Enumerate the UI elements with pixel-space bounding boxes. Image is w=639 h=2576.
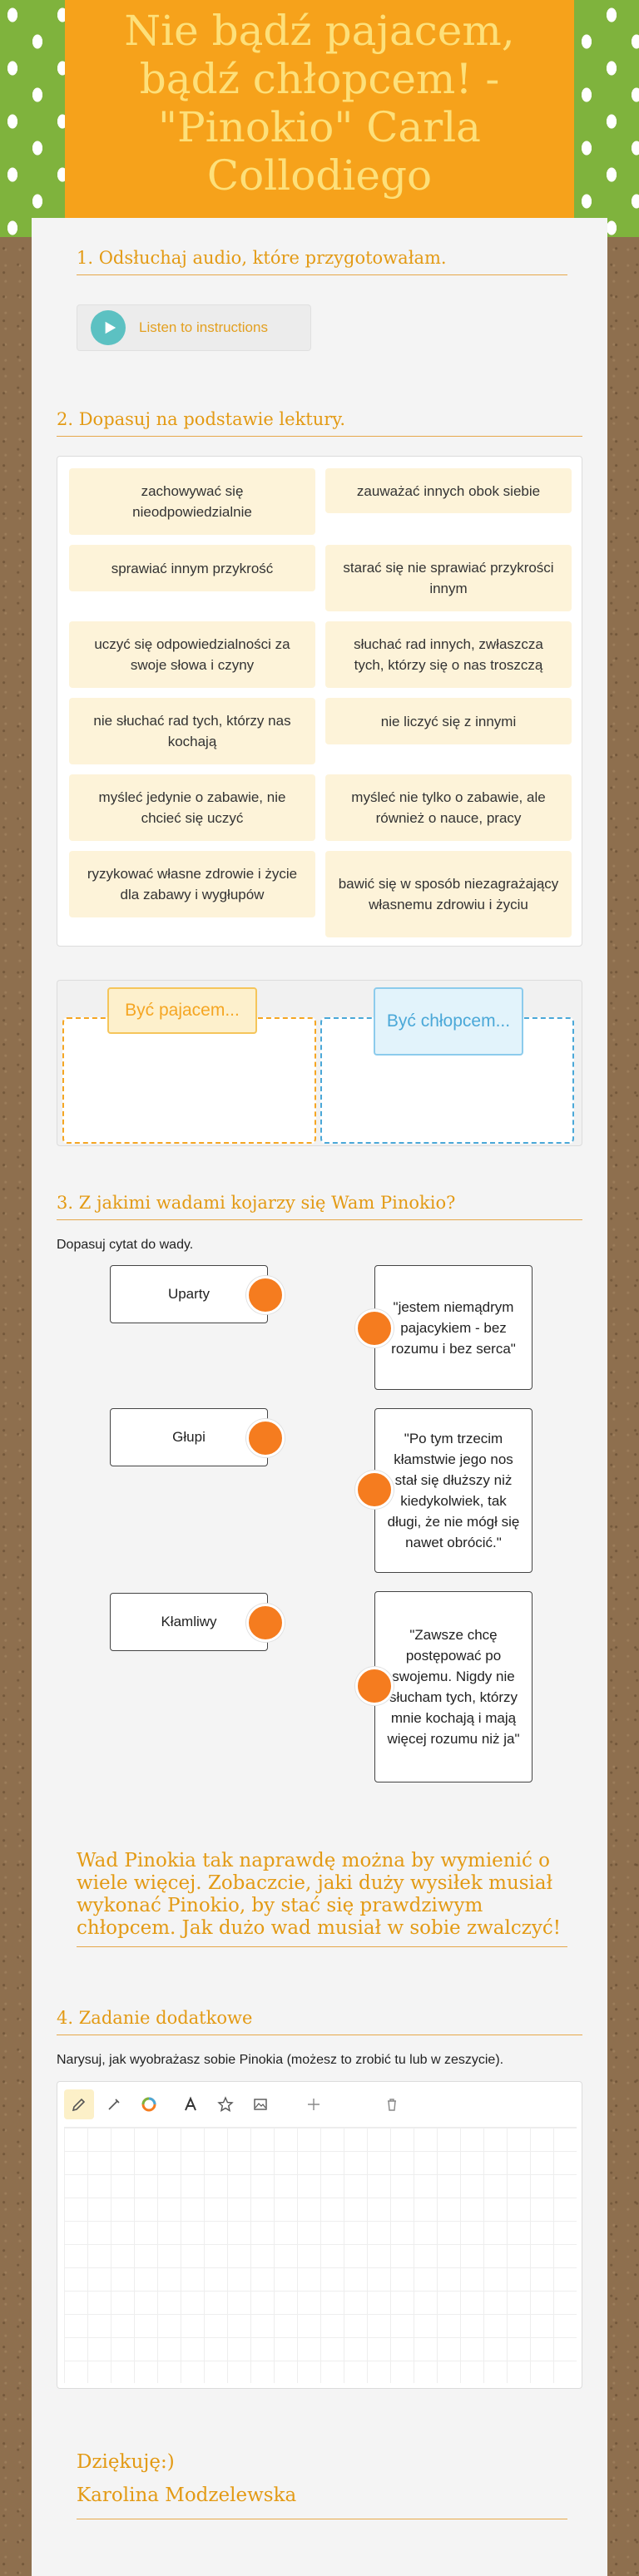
match-item[interactable]: myśleć jedynie o zabawie, nie chcieć się uczyć: [69, 774, 315, 841]
word-card[interactable]: Głupi: [110, 1408, 268, 1466]
match-item[interactable]: uczyć się odpowiedzialności za swoje słowa i czyny: [69, 621, 315, 688]
pencil-icon[interactable]: [64, 2089, 94, 2119]
connector-dot[interactable]: [355, 1309, 394, 1347]
connector-dot[interactable]: [246, 1604, 285, 1642]
word-card[interactable]: Kłamliwy: [110, 1593, 268, 1651]
match-item[interactable]: nie słuchać rad tych, którzy nas kochają: [69, 698, 315, 764]
connector-dot[interactable]: [355, 1471, 394, 1509]
header-background: [0, 0, 639, 237]
drawing-toolbar: [57, 2082, 582, 2127]
connector-dot[interactable]: [246, 1276, 285, 1314]
match-item[interactable]: słuchać rad innych, zwłaszcza tych, którzy się o nas troszczą: [325, 621, 572, 688]
drawing-canvas[interactable]: [64, 2127, 577, 2383]
match-item[interactable]: bawić się w sposób niezagrażający własnemu zdrowiu i życiu: [325, 851, 572, 937]
thanks-text: Dziękuję:): [77, 2451, 175, 2473]
content-panel: [32, 218, 607, 2576]
section-3-heading: 3. Z jakimi wadami kojarzy się Wam Pinokio?: [57, 1193, 582, 1220]
play-button[interactable]: [91, 310, 126, 345]
drawing-board: [57, 2081, 582, 2389]
quote-card[interactable]: "jestem niemądrym pajacykiem - bez rozumu i bez serca": [374, 1265, 532, 1390]
signature: [77, 2445, 567, 2519]
match-item[interactable]: zachowywać się nieodpowiedzialnie: [69, 468, 315, 535]
connector-dot[interactable]: [246, 1419, 285, 1457]
section-2-heading: 2. Dopasuj na podstawie lektury.: [57, 409, 582, 437]
trash-icon[interactable]: [377, 2089, 407, 2119]
pen-icon[interactable]: [99, 2089, 129, 2119]
match-item[interactable]: zauważać innych obok siebie: [325, 468, 572, 513]
header-title-card: [65, 0, 574, 218]
match-item[interactable]: ryzykować własne zdrowie i życie dla zabawy i wygłupów: [69, 851, 315, 917]
audio-label: Listen to instructions: [139, 319, 268, 335]
drop-zone-pajac[interactable]: [62, 1017, 316, 1144]
match-item[interactable]: myśleć nie tylko o zabawie, ale również o nauce, pracy: [325, 774, 572, 841]
matching-board: [57, 456, 582, 947]
summary-paragraph: Wad Pinokia tak naprawdę można by wymienić o wiele więcej. Zobaczcie, jaki duży wysiłek musiał wykonać Pinokio, by stać się prawdziwym chłopcem. Jak dużo wad musiał w sobie zwalczyć!: [77, 1850, 567, 1947]
star-icon[interactable]: [211, 2089, 240, 2119]
color-picker-icon[interactable]: [134, 2089, 164, 2119]
move-icon[interactable]: [299, 2089, 329, 2119]
text-icon[interactable]: [176, 2089, 206, 2119]
audio-player[interactable]: [77, 304, 311, 351]
sorting-zones: [57, 980, 582, 1146]
section-1-heading: 1. Odsłuchaj audio, które przygotowałam.: [77, 248, 567, 275]
image-icon[interactable]: [245, 2089, 275, 2119]
match-item[interactable]: starać się nie sprawiać przykrości innym: [325, 545, 572, 611]
section-4-instruction: Narysuj, jak wyobrażasz sobie Pinokia (możesz to zrobić tu lub w zeszycie).: [57, 2053, 504, 2067]
match-item[interactable]: nie liczyć się z innymi: [325, 698, 572, 744]
match-item[interactable]: sprawiać innym przykrość: [69, 545, 315, 591]
play-icon: [102, 320, 117, 335]
zone-label-pajac: Być pajacem...: [107, 987, 257, 1034]
zone-label-chlopiec: Być chłopcem...: [374, 987, 523, 1056]
quote-card[interactable]: "Po tym trzecim kłamstwie jego nos stał się dłuższy niż kiedykolwiek, tak długi, że nie mógł się nawet obrócić.": [374, 1408, 532, 1573]
author-name: Karolina Modzelewska: [77, 2485, 297, 2506]
connector-dot[interactable]: [355, 1667, 394, 1705]
word-card[interactable]: Uparty: [110, 1265, 268, 1323]
page-title: Nie bądź pajacem, bądź chłopcem! - "Pinokio" Carla Collodiego: [124, 7, 515, 200]
section-4-heading: 4. Zadanie dodatkowe: [57, 2008, 582, 2035]
section-3-instruction: Dopasuj cytat do wady.: [57, 1238, 194, 1252]
quote-card[interactable]: "Zawsze chcę postępować po swojemu. Nigdy nie słucham tych, którzy mnie kochają i mają więcej rozumu niż ja": [374, 1591, 532, 1782]
